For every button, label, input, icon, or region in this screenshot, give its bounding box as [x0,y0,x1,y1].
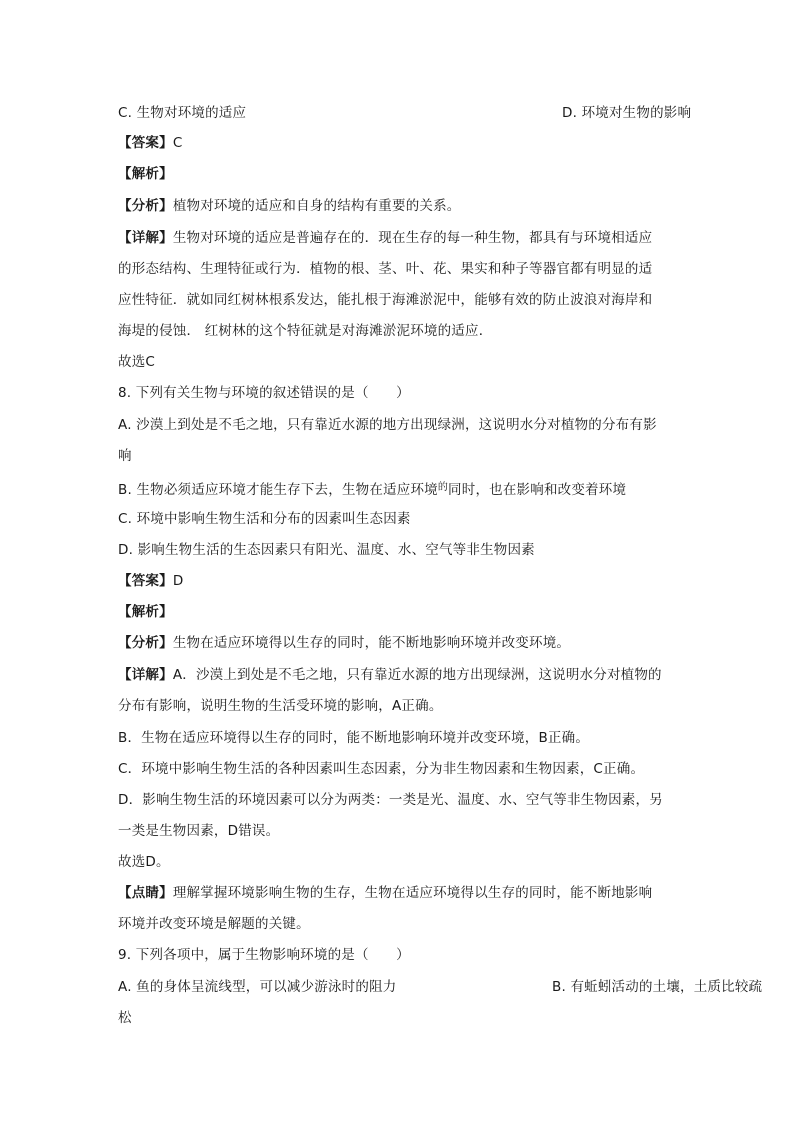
q8-option-d: D. 影响生物生活的生态因素只有阳光、温度、水、空气等非生物因素 [118,542,535,558]
q7-option-d: D. 环境对生物的影响 [562,105,692,121]
q7-option-c: C. 生物对环境的适应 [118,105,247,121]
q7-fenxi [118,197,678,215]
q8-stem: 8. 下列有关生物与环境的叙述错误的是（ ） [118,385,410,401]
answer-label: 【答案】 [118,135,173,151]
q8-xiangjie-line-2: 分布有影响，说明生物的生活受环境的影响，A正确。 [118,698,443,714]
q8-option-a-line-1: A. 沙漠上到处是不毛之地，只有靠近水源的地方出现绿洲，这说明水分对植物的分布有影 [118,417,657,433]
q9-option-b: B. 有蚯蚓活动的土壤，土质比较疏 [552,979,763,995]
answer-label: 【答案】 [118,573,173,589]
answer-value: D [172,573,184,589]
fenxi-label: 【分析】 [118,198,173,214]
q9-option-b-cont: 松 [118,1010,132,1026]
q8-conclusion: 故选D。 [118,854,170,870]
xiangjie-text: 生物对环境的适应是普遍存在的．现在生存的每一种生物，都具有与环境相适应 [172,230,653,246]
q8-option-b-post: 同时，也在影响和改变着环境 [448,482,627,498]
fenxi-label: 【分析】 [118,635,173,651]
q8-option-b-pre: B. 生物必须适应环境才能生存下去，生物在适应环境 [118,482,438,498]
q8-option-c: C. 环境中影响生物生活和分布的因素叫生态因素 [118,511,411,527]
q8-xiangjie-line-4: C．环境中影响生物生活的各种因素叫生态因素，分为非生物因素和生物因素，C正确。 [118,761,645,777]
q8-xiangjie-line-3: B．生物在适应环境得以生存的同时，能不断地影响环境并改变环境，B正确。 [118,730,590,746]
q8-option-b-de: 的 [437,482,449,493]
answer-value: C [172,135,183,151]
q8-dianjing-line-2: 环境并改变环境是解题的关键。 [118,916,310,932]
q7-xiangjie-line-3: 应性特征．就如同红树林根系发达，能扎根于海滩淤泥中，能够有效的防止波浪对海岸和 [118,292,653,308]
q9-option-a: A. 鱼的身体呈流线型，可以减少游泳时的阻力 [118,979,397,995]
q9-stem: 9. 下列各项中，属于生物影响环境的是（ ） [118,947,410,963]
q8-xiangjie-line-1 [118,666,678,684]
q7-options-cd [118,104,692,122]
q8-answer [118,572,678,590]
dianjing-label: 【点睛】 [118,885,173,901]
xiangjie-text: A．沙漠上到处是不毛之地，只有靠近水源的地方出现绿洲，这说明水分对植物的 [172,667,662,683]
q8-option-b [118,481,678,501]
q7-answer [118,134,678,152]
q8-xiangjie-line-5: D．影响生物生活的环境因素可以分为两类：一类是光、温度、水、空气等非生物因素，另 [118,792,663,808]
q8-xiangjie-line-6: 一类是生物因素，D错误。 [118,823,280,839]
q9-options-ab [118,978,763,996]
q8-dianjing-line-1 [118,884,678,902]
q7-analysis-label: 【解析】 [118,166,173,182]
fenxi-text: 植物对环境的适应和自身的结构有重要的关系。 [172,198,461,214]
q7-xiangjie-line-2: 的形态结构、生理特征或行为．植物的根、茎、叶、花、果实和种子等器官都有明显的适 [118,261,653,277]
q8-fenxi [118,634,678,652]
q8-option-a-line-2: 响 [118,448,132,464]
dianjing-text: 理解掌握环境影响生物的生存，生物在适应环境得以生存的同时，能不断地影响 [172,885,653,901]
q7-conclusion: 故选C [118,354,156,370]
q7-xiangjie-line-1 [118,229,678,247]
xiangjie-label: 【详解】 [118,667,173,683]
fenxi-text: 生物在适应环境得以生存的同时，能不断地影响环境并改变环境。 [172,635,571,651]
q7-xiangjie-line-4: 海堤的侵蚀． 红树林的这个特征就是对海滩淤泥环境的适应． [118,323,493,339]
q8-analysis-label: 【解析】 [118,604,173,620]
xiangjie-label: 【详解】 [118,230,173,246]
